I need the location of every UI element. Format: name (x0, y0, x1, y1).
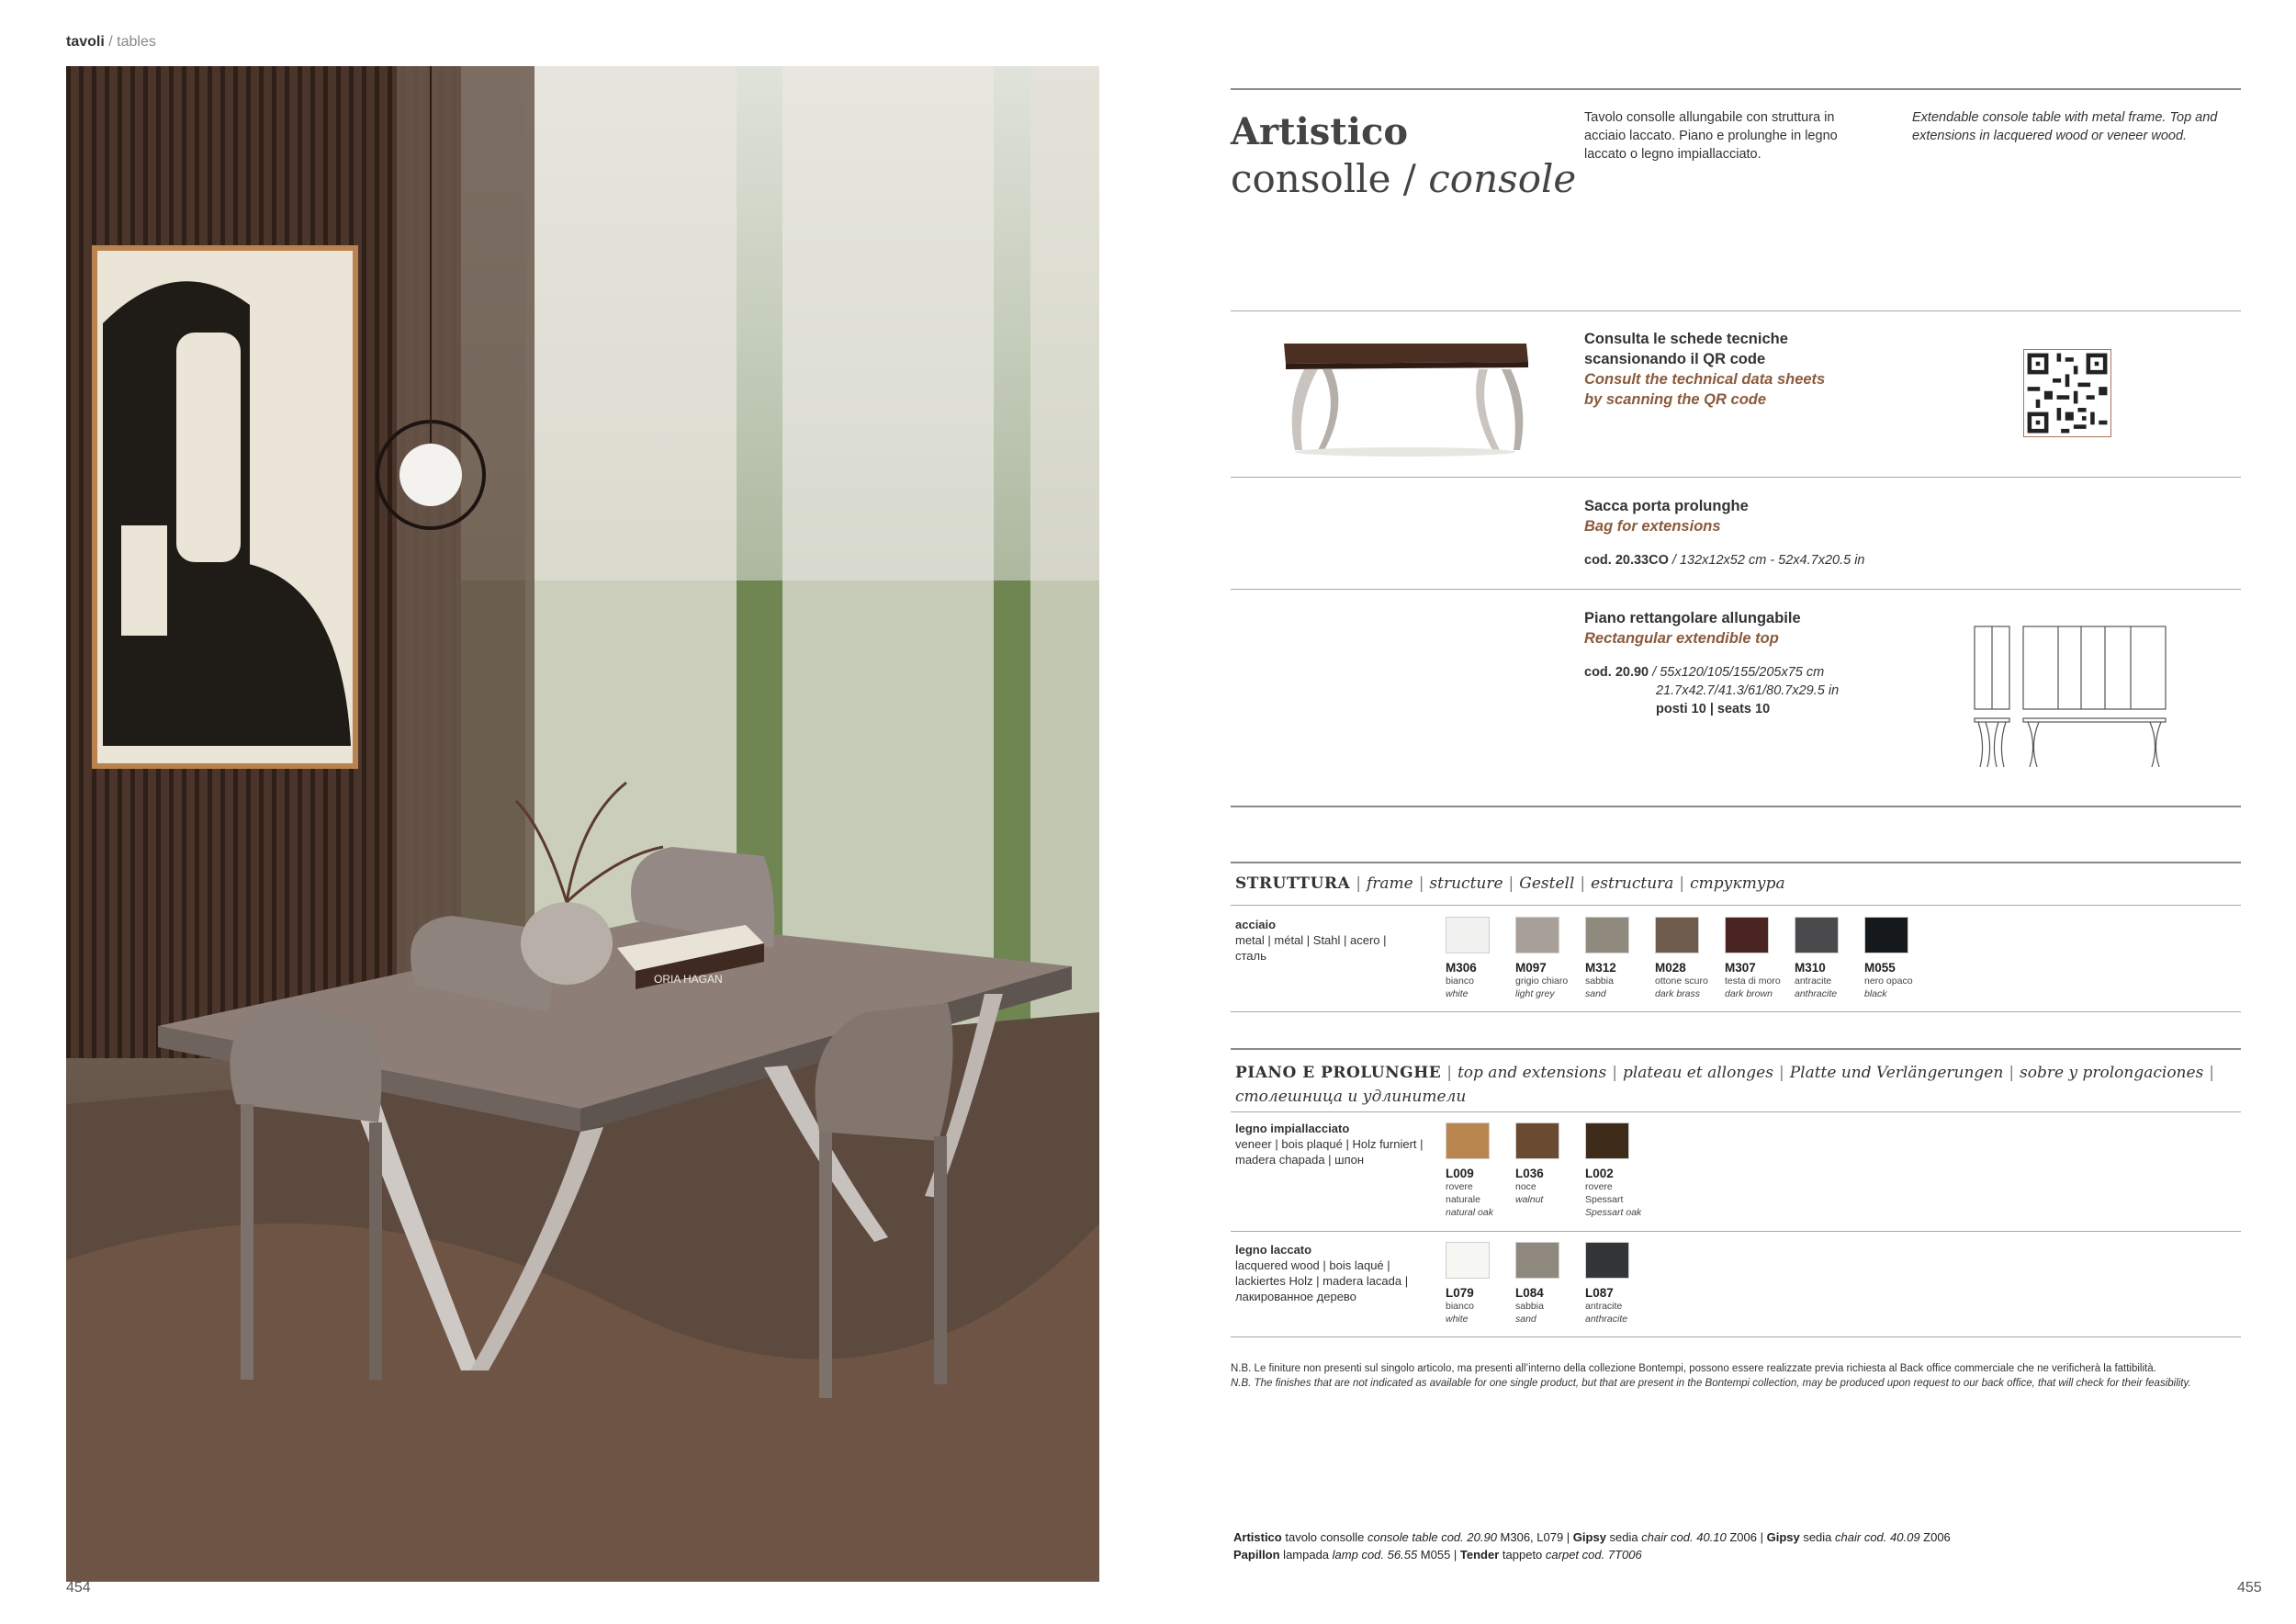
swatch-name-en: natural oak (1446, 1207, 1493, 1218)
swatch-l009[interactable] (1446, 1122, 1506, 1219)
veneer-material-desc: veneer | bois plaqué | Holz furniert | madera chapada | шпон (1235, 1137, 1424, 1167)
credit-code: cod. 56.55 (1357, 1548, 1418, 1562)
credit-finish: Z006 (1919, 1530, 1951, 1544)
product-type (1231, 156, 1576, 201)
swatch-color (1446, 917, 1490, 953)
divider (1231, 589, 2241, 590)
swatch-l002[interactable] (1585, 1122, 1646, 1219)
swatch-code: M097 (1515, 961, 1547, 975)
top-dims-cm: / 55x120/105/155/205x75 cm (1649, 665, 1825, 680)
swatch-color (1725, 917, 1769, 953)
lacquer-material-desc: lacquered wood | bois laqué | lackiertes Holz | madera lacada | лакированное дерево (1235, 1258, 1409, 1303)
credits-line-1 (1233, 1528, 1951, 1546)
divider (1231, 310, 2241, 311)
swatch-l084[interactable] (1515, 1242, 1576, 1325)
swatch-color (1655, 917, 1699, 953)
structure-heading: STRUTTURA | frame | structure | Gestell | estructura | структура (1235, 874, 1785, 893)
credit-text-en: chair (1641, 1530, 1668, 1544)
breadcrumb (66, 34, 156, 51)
bag-block (1584, 496, 1864, 570)
swatch-m055[interactable] (1864, 917, 1925, 1000)
credit-product: Gipsy (1766, 1530, 1800, 1544)
swatch-name-it-2: Spessart (1585, 1194, 1624, 1205)
divider (1231, 477, 2241, 478)
swatch-name-en: sand (1585, 988, 1606, 999)
top-ext-tr-2: Platte und Verlängerungen (1789, 1064, 2004, 1082)
top-ext-tr-1: plateau et allonges (1622, 1064, 1773, 1082)
swatch-name-it: antracite (1585, 1301, 1623, 1312)
credit-product: Gipsy (1572, 1530, 1606, 1544)
swatch-name-it: ottone scuro (1655, 976, 1708, 987)
swatch-color (1795, 917, 1839, 953)
top-title-en: Rectangular extendible top (1584, 630, 1779, 647)
swatch-name-en: sand (1515, 1314, 1536, 1325)
lacquer-material-name: legno laccato (1235, 1243, 1312, 1257)
swatch-name-en: white (1446, 988, 1469, 999)
swatch-color (1585, 1242, 1629, 1279)
swatch-name-it: antracite (1795, 976, 1832, 987)
swatch-code: M028 (1655, 961, 1686, 975)
credit-text-en: console table (1367, 1530, 1438, 1544)
structure-tr-2: Gestell (1519, 874, 1575, 893)
swatch-code: L002 (1585, 1167, 1614, 1180)
swatch-m307[interactable] (1725, 917, 1785, 1000)
credit-code: cod. 7T006 (1579, 1548, 1642, 1562)
credit-finish: Z006 | (1726, 1530, 1767, 1544)
credit-finish: M055 | (1417, 1548, 1460, 1562)
swatch-name-it: testa di moro (1725, 976, 1781, 987)
swatch-m310[interactable] (1795, 917, 1855, 1000)
divider (1231, 905, 2241, 906)
note-en: N.B. The finishes that are not indicated as available for one single product, but that are present in the Bontempi collection, may be produced upon request to our back office, that will check for their feasibility. (1231, 1378, 2191, 1389)
swatch-name-it: rovere (1446, 1181, 1473, 1192)
swatch-color (1515, 1242, 1559, 1279)
swatch-l087[interactable] (1585, 1242, 1646, 1325)
swatch-code: L084 (1515, 1286, 1544, 1300)
swatch-name-it: grigio chiaro (1515, 976, 1569, 987)
top-code-line (1584, 663, 1839, 682)
bag-code: cod. 20.33CO (1584, 553, 1669, 568)
structure-material-desc: metal | métal | Stahl | acero | сталь (1235, 933, 1387, 963)
product-name: Artistico (1231, 110, 1409, 153)
top-title: Piano rettangolare allungabile (1584, 610, 1801, 626)
swatch-name-en: black (1864, 988, 1887, 999)
swatch-color (1446, 1122, 1490, 1159)
swatch-name-it: sabbia (1515, 1301, 1544, 1312)
credit-text: tappeto (1499, 1548, 1546, 1562)
bag-dims: / 132x12x52 cm - 52x4.7x20.5 in (1668, 553, 1865, 568)
product-image-table (1277, 342, 1534, 457)
qr-info-block (1584, 329, 1825, 410)
top-seats: posti 10 | seats 10 (1656, 702, 1771, 716)
top-ext-heading: PIANO E PROLUNGHE | top and extensions | plateau et allonges | Platte und Verlängerungen | sobre y prolongaciones | столешница и удлинители (1235, 1064, 2215, 1106)
page-number-left: 454 (66, 1580, 91, 1596)
qr-en-line1: Consult the technical data sheets (1584, 371, 1826, 388)
credit-product: Artistico (1233, 1530, 1282, 1544)
credit-text: sedia (1605, 1530, 1642, 1544)
structure-material-name: acciaio (1235, 918, 1277, 931)
swatch-name-en: dark brass (1655, 988, 1701, 999)
swatch-name-en: walnut (1515, 1194, 1544, 1205)
swatch-code: L079 (1446, 1286, 1474, 1300)
page-number-right: 455 (2237, 1580, 2262, 1596)
product-type-separator: / (1390, 156, 1429, 201)
credit-text: sedia (1799, 1530, 1836, 1544)
credit-product: Tender (1459, 1548, 1500, 1562)
description-it: Tavolo consolle allungabile con struttura in acciaio laccato. Piano e prolunghe in legno laccato o legno impiallacciato. (1584, 110, 1838, 162)
swatch-color (1585, 917, 1629, 953)
top-ext-tr-ru: столешница и удлинители (1235, 1088, 1467, 1106)
credit-product: Papillon (1233, 1548, 1280, 1562)
credit-code: cod. 40.09 (1861, 1530, 1920, 1544)
divider (1231, 1048, 2241, 1050)
divider (1231, 1231, 2241, 1232)
breadcrumb-separator: / (104, 34, 118, 50)
qr-title-line1: Consulta le schede tecniche (1584, 331, 1788, 347)
note-it: N.B. Le finiture non presenti sul singolo articolo, ma presenti all’interno della collezione Bontempi, possono essere realizzate previa richiesta al Back office commerciale che ne verificherà la fattibilità. (1231, 1363, 2156, 1374)
top-dims-in: 21.7x42.7/41.3/61/80.7x29.5 in (1656, 683, 1840, 698)
product-type-it: consolle (1231, 156, 1391, 201)
structure-tr-1: structure (1429, 874, 1503, 893)
breadcrumb-subsection[interactable]: tables (117, 34, 156, 50)
swatch-code: M310 (1795, 961, 1826, 975)
swatch-name-en: Spessart oak (1585, 1207, 1642, 1218)
book-spine-text: ORIA HAGAN (654, 973, 723, 986)
swatch-code: M312 (1585, 961, 1616, 975)
swatch-code: L087 (1585, 1286, 1614, 1300)
qr-en-line2: by scanning the QR code (1584, 391, 1767, 408)
top-code: cod. 20.90 (1584, 665, 1649, 680)
divider (1231, 1336, 2241, 1337)
product-type-en: console (1428, 156, 1577, 201)
credit-text-en: lamp (1332, 1548, 1358, 1562)
veneer-material (1235, 1121, 1433, 1167)
swatch-color (1585, 1122, 1629, 1159)
top-rule (1231, 88, 2241, 90)
bag-code-line (1584, 551, 1864, 570)
swatch-m028[interactable] (1655, 917, 1716, 1000)
divider (1231, 862, 2241, 863)
structure-tr-3: estructura (1591, 874, 1674, 893)
credit-text-en: chair (1835, 1530, 1862, 1544)
veneer-material-name: legno impiallacciato (1235, 1122, 1350, 1135)
swatch-name-en: light grey (1515, 988, 1555, 999)
structure-tr-4: структура (1690, 874, 1785, 893)
swatch-code: M055 (1864, 961, 1896, 975)
swatch-name-en: anthracite (1795, 988, 1838, 999)
credit-code: cod. 20.90 (1437, 1530, 1497, 1544)
swatch-name-it: sabbia (1585, 976, 1614, 987)
credit-text: lampada (1279, 1548, 1333, 1562)
top-ext-tr-0: top and extensions (1457, 1064, 1607, 1082)
credit-text-en: carpet (1545, 1548, 1580, 1562)
top-ext-heading-title: PIANO E PROLUNGHE (1235, 1064, 1442, 1082)
credit-code: cod. 40.10 (1667, 1530, 1727, 1544)
divider (1231, 806, 2241, 807)
qr-code-icon[interactable] (2023, 349, 2111, 437)
swatch-name-it: bianco (1446, 976, 1474, 987)
swatch-m312[interactable] (1585, 917, 1646, 1000)
room-photo-illustration (66, 66, 1099, 1582)
divider (1231, 1111, 2241, 1112)
swatch-name-it-2: naturale (1446, 1194, 1480, 1205)
qr-title-line2: scansionando il QR code (1584, 351, 1766, 367)
swatch-code: L036 (1515, 1167, 1544, 1180)
swatch-code: L009 (1446, 1167, 1474, 1180)
swatch-code: M307 (1725, 961, 1756, 975)
swatch-color (1864, 917, 1908, 953)
swatch-name-en: anthracite (1585, 1314, 1628, 1325)
swatch-name-en: dark brown (1725, 988, 1773, 999)
swatch-name-it: nero opaco (1864, 976, 1913, 987)
swatch-name-it: noce (1515, 1181, 1536, 1192)
swatch-color (1515, 917, 1559, 953)
swatch-m306[interactable] (1446, 917, 1506, 1000)
divider (1231, 1011, 2241, 1012)
structure-material (1235, 917, 1410, 964)
technical-drawing (1973, 625, 2170, 772)
credit-finish: M306, L079 | (1496, 1530, 1573, 1544)
top-ext-tr-3: sobre y prolongaciones (2020, 1064, 2204, 1082)
swatch-l079[interactable] (1446, 1242, 1506, 1325)
swatch-code: M306 (1446, 961, 1477, 975)
credit-text: tavolo consolle (1281, 1530, 1367, 1544)
structure-tr-0: frame (1366, 874, 1413, 893)
bag-title: Sacca porta prolunghe (1584, 498, 1749, 514)
structure-heading-title: STRUTTURA (1235, 874, 1351, 893)
swatch-l036[interactable] (1515, 1122, 1576, 1206)
swatch-color (1446, 1242, 1490, 1279)
swatch-name-en: white (1446, 1314, 1469, 1325)
description-en: Extendable console table with metal frame. Top and extensions in lacquered wood or veneer wood. (1912, 110, 2218, 143)
swatch-name-it: bianco (1446, 1301, 1474, 1312)
swatch-m097[interactable] (1515, 917, 1576, 1000)
swatch-color (1515, 1122, 1559, 1159)
swatch-name-it: rovere (1585, 1181, 1613, 1192)
lacquer-material (1235, 1242, 1433, 1304)
bag-title-en: Bag for extensions (1584, 518, 1721, 535)
breadcrumb-section[interactable]: tavoli (66, 34, 105, 50)
room-photo (66, 66, 1099, 1582)
top-block (1584, 608, 1839, 718)
credits-line-2 (1233, 1546, 1642, 1563)
